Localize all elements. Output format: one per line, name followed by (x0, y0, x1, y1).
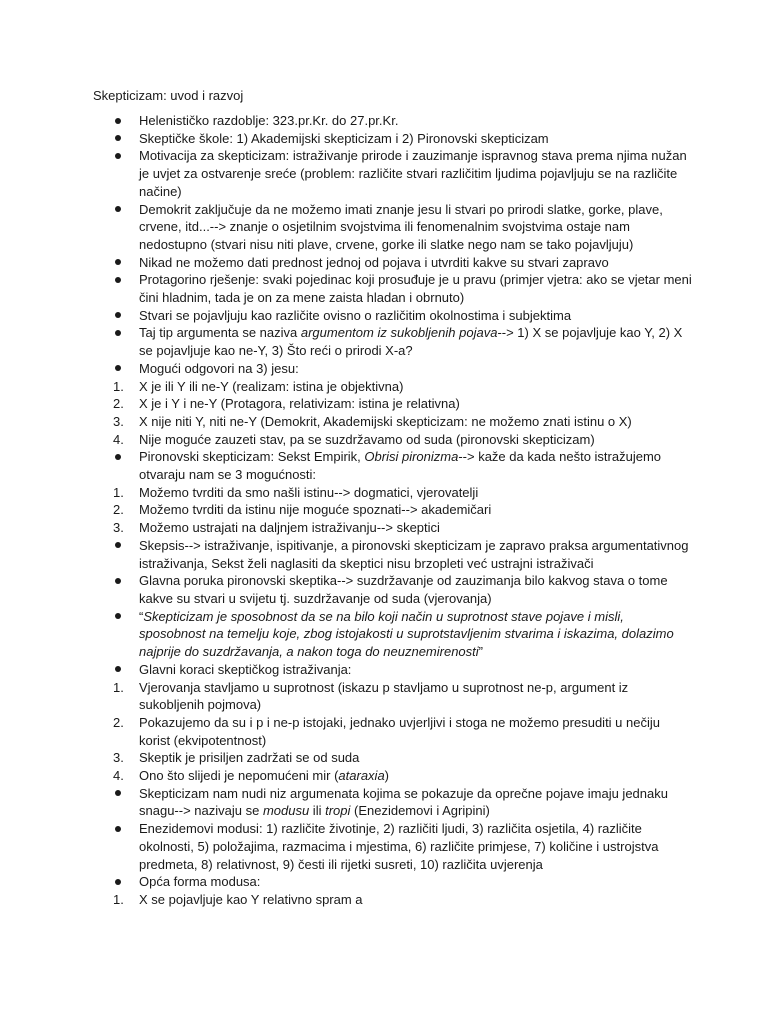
item-number: 3. (113, 413, 124, 429)
italic-text: Skepticizam je sposobnost da se na bilo koji način u suprotnost stave pojave i misli, sposobnost na temelju koje, zbog istojakosti u suprotstavljenim stvarima i iskazima, dolazimo najprije do suzdržavanja, a nakon toga do neuznemirenosti (139, 608, 674, 660)
bullet-icon (115, 277, 121, 283)
item-text (139, 502, 491, 517)
italic-text: argumentom iz sukobljenih pojava (300, 325, 498, 341)
text-run: ” (478, 644, 484, 660)
item-text (139, 874, 260, 889)
text-run: ili (309, 803, 326, 819)
text-run: Protagorino rješenje: svaki pojedinac koji prosuđuje je u pravu (primjer vjetra: ako se vjetar meni čini hladnim, tada je on za mene zaista hladan i obrnuto) (139, 272, 692, 306)
item-text (139, 892, 363, 907)
notes-list (0, 112, 768, 909)
text-run: Opća forma modusa: (139, 874, 261, 890)
text-run: X se pojavljuje kao Y relativno spram a (139, 891, 363, 907)
text-run: Skeptik je prisiljen zadržati se od suda (139, 750, 360, 766)
text-run: Skeptičke škole: 1) Akademijski skepticizam i 2) Pironovski skepticizam (139, 130, 549, 146)
bullet-item (0, 360, 768, 378)
italic-text: tropi (325, 803, 351, 819)
item-text (139, 680, 628, 713)
item-text (139, 485, 478, 500)
numbered-item (0, 431, 768, 449)
bullet-icon (115, 153, 121, 159)
item-text (139, 396, 460, 411)
bullet-item (0, 271, 768, 306)
item-text (139, 255, 609, 270)
item-text (139, 750, 359, 765)
text-run: --> kaže da kada nešto istražujemo otvaraju nam se 3 mogućnosti: (139, 449, 662, 483)
bullet-icon (115, 542, 121, 548)
text-run: Pironovski skepticizam: Sekst Empirik, (139, 449, 365, 465)
italic-text: ataraxia (338, 768, 385, 784)
item-text (139, 361, 299, 376)
text-run: Skepticizam nam nudi niz argumenata kojima se pokazuje da oprečne pojave imaju jednaku snagu--> nazivaju se (139, 785, 668, 819)
item-text (139, 538, 689, 571)
bullet-item (0, 254, 768, 272)
text-run: Ono što slijedi je nepomućeni mir ( (139, 768, 339, 784)
item-number: 4. (113, 431, 124, 447)
numbered-item (0, 891, 768, 909)
bullet-item (0, 147, 768, 200)
item-number: 1. (113, 891, 124, 907)
text-run: “ (139, 608, 144, 624)
document-title: Skepticizam: uvod i razvoj (93, 88, 244, 103)
text-run: X nije niti Y, niti ne-Y (Demokrit, Akademijski skepticizam: ne možemo znati istinu o X) (139, 413, 632, 429)
bullet-item (0, 820, 768, 873)
item-number: 2. (113, 396, 124, 412)
bullet-icon (115, 206, 121, 212)
bullet-icon (115, 666, 121, 672)
bullet-item (0, 112, 768, 130)
item-text (139, 821, 658, 871)
text-run: Možemo tvrditi da smo našli istinu--> dogmatici, vjerovatelji (139, 484, 479, 500)
item-number: 2. (113, 502, 124, 518)
bullet-icon (115, 365, 121, 371)
bullet-item (0, 608, 768, 661)
bullet-item (0, 873, 768, 891)
bullet-icon (115, 879, 121, 885)
bullet-icon (115, 259, 121, 265)
numbered-item (0, 484, 768, 502)
bullet-icon (115, 826, 121, 832)
item-text (139, 379, 403, 394)
numbered-item (0, 378, 768, 396)
item-number: 4. (113, 768, 124, 784)
text-run: --> 1) X se pojavljuje kao Y, 2) X se pojavljuje kao ne-Y, 3) Što reći o prirodi X-a? (139, 325, 683, 359)
text-run: Nije moguće zauzeti stav, pa se suzdržavamo od suda (pironovski skepticizam) (139, 431, 595, 447)
bullet-icon (115, 135, 121, 141)
bullet-icon (115, 330, 121, 336)
bullet-item (0, 661, 768, 679)
item-number: 3. (113, 520, 124, 536)
text-run: X je ili Y ili ne-Y (realizam: istina je objektivna) (139, 378, 404, 394)
text-run: X je i Y i ne-Y (Protagora, relativizam: istina je relativna) (139, 396, 460, 412)
item-text (139, 520, 440, 535)
bullet-icon (115, 578, 121, 584)
bullet-item (0, 537, 768, 572)
bullet-item (0, 572, 768, 607)
item-text (139, 715, 660, 748)
bullet-icon (115, 312, 121, 318)
numbered-item (0, 767, 768, 785)
text-run: ) (384, 768, 390, 784)
bullet-icon (115, 454, 121, 460)
item-number: 3. (113, 750, 124, 766)
item-text (139, 202, 663, 252)
item-number: 2. (113, 714, 124, 730)
text-run: Enezidemovi modusi: 1) različite životinje, 2) različiti ljudi, 3) različita osjetila, 4) različite okolnosti, 5) položajima, razmacima i mjestima, 6) različite primjese, 7) količine i ustrojstva predmeta, 8) relativnost, 9) česti ili rijetki susreti, 10) različita uvjerenja (139, 821, 659, 872)
item-text (139, 414, 632, 429)
text-run: Helenističko razdoblje: 323.pr.Kr. do 27.pr.Kr. (139, 113, 399, 128)
bullet-icon (115, 790, 121, 796)
text-run: Skepsis--> istraživanje, ispitivanje, a pironovski skepticizam je zapravo praksa argumentativnog istraživanja, Sekst želi naglasiti da skeptici nisu brzopleti već ustrajni istraživači (139, 537, 689, 571)
bullet-item (0, 324, 768, 359)
text-run: (Enezidemovi i Agripini) (350, 803, 490, 819)
bullet-item (0, 785, 768, 820)
bullet-item (0, 448, 768, 483)
item-text (139, 432, 595, 447)
italic-text: Obrisi pironizma (364, 449, 459, 465)
text-run: Mogući odgovori na 3) jesu: (139, 360, 299, 376)
text-run: Pokazujemo da su i p i ne-p istojaki, jednako uvjerljivi i stoga ne možemo presuditi u nečiju korist (ekvipotentnost) (139, 714, 660, 748)
item-number: 1. (113, 378, 124, 394)
bullet-item (0, 201, 768, 254)
text-run: Stvari se pojavljuju kao različite ovisno o različitim okolnostima i subjektima (139, 307, 572, 323)
numbered-item (0, 679, 768, 714)
text-run: Nikad ne možemo dati prednost jednoj od pojava i utvrditi kakve su stvari zapravo (139, 254, 609, 270)
item-text (139, 308, 571, 323)
item-text (139, 662, 351, 677)
text-run: Motivacija za skepticizam: istraživanje prirode i zauzimanje ispravnog stava prema njima nužan je uvjet za ostvarenje sreće (problem: različite stvari različitim ljudima pojavljuju se na različite načine) (139, 148, 687, 199)
text-run: Demokrit zaključuje da ne možemo imati znanje jesu li stvari po prirodi slatke, gorke, plave, crvene, itd...--> znanje o osjetilnim svojstvima ili fenomenalnim svojstvima ostaje nam nedostupno (stvari nisu niti plave, crvene, gorke ili slatke nego nam se tako pojavljuju) (139, 201, 663, 252)
numbered-item (0, 501, 768, 519)
item-text (139, 272, 692, 305)
bullet-item (0, 130, 768, 148)
numbered-item (0, 395, 768, 413)
item-number: 1. (113, 484, 124, 500)
bullet-icon (115, 118, 121, 124)
text-run: Glavni koraci skeptičkog istraživanja: (139, 661, 352, 677)
item-text (139, 148, 687, 198)
item-text (139, 573, 668, 606)
numbered-item (0, 714, 768, 749)
text-run: Vjerovanja stavljamo u suprotnost (iskazu p stavljamo u suprotnost ne-p, argument iz sukobljenih pojmova) (139, 679, 629, 713)
text-run: Taj tip argumenta se naziva (139, 325, 301, 341)
text-run: Možemo tvrditi da istinu nije moguće spoznati--> akademičari (139, 502, 492, 518)
italic-text: modusu (262, 803, 310, 819)
bullet-icon (115, 613, 121, 619)
text-run: Glavna poruka pironovski skeptika--> suzdržavanje od zauzimanja bilo kakvog stava o tome kakve su stvari u svijetu tj. suzdržavanje od suda (vjerovanja) (139, 573, 668, 606)
numbered-item (0, 519, 768, 537)
numbered-item (0, 413, 768, 431)
item-text (139, 113, 398, 128)
item-text (139, 768, 389, 783)
item-number: 1. (113, 679, 124, 695)
item-text (139, 786, 668, 819)
item-text (139, 131, 549, 146)
numbered-item (0, 749, 768, 767)
item-text (139, 325, 682, 358)
text-run: Možemo ustrajati na daljnjem istraživanju--> skeptici (139, 520, 440, 536)
bullet-item (0, 307, 768, 325)
item-text (139, 449, 661, 482)
item-text (139, 609, 674, 659)
